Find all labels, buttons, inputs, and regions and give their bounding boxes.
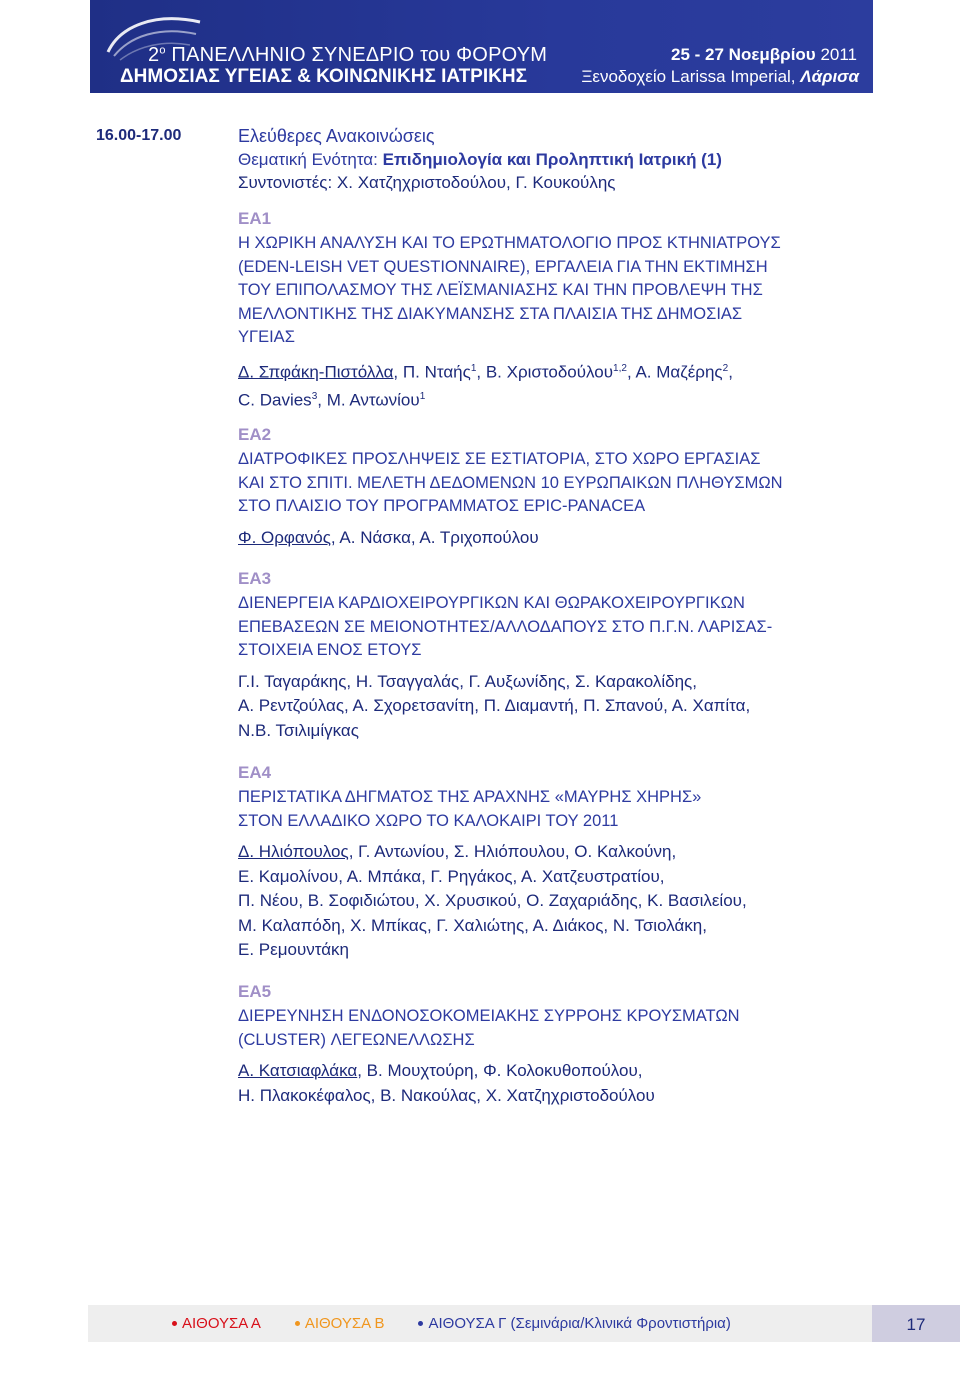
abstract-title-line: ΤΟΥ ΕΠΙΠΟΛΑΣΜΟΥ ΤΗΣ ΛΕΪΣΜΑΝΙΑΣΗΣ ΚΑΙ ΤΗΝ ΠΡΟΒΛΕΨΗ ΤΗΣ xyxy=(238,281,763,299)
abstract-title-line: (EDEN-LEISH VET QUESTIONNAIRE), ΕΡΓΑΛΕΙΑ ΓΙΑ ΤΗΝ ΕΚΤΙΜΗΣΗ xyxy=(238,257,768,276)
abstract-authors xyxy=(238,670,898,744)
abstract-title-line: ΜΕΛΛΟΝΤΙΚΗΣ ΤΗΣ ΔΙΑΚΥΜΑΝΣΗΣ ΣΤΑ ΠΛΑΙΣΙΑ ΤΗΣ ΔΗΜΟΣΙΑΣ xyxy=(238,304,743,323)
abstract-item xyxy=(238,981,898,1108)
affiliation-sup: 1 xyxy=(419,390,426,402)
abstract-title-line: ΣΤΟΙΧΕΙΑ ΕΝΟΣ ΕΤΟΥΣ xyxy=(238,641,422,659)
author-text: Η. Πλακοκέφαλος, Β. Νακούλας, Χ. Χατζηχριστοδούλου xyxy=(238,1085,655,1105)
abstract-item xyxy=(238,568,898,743)
bullet-icon xyxy=(418,1321,423,1326)
abstract-title-line: ΠΕΡΙΣΤΑΤΙΚΑ ΔΗΓΜΑΤΟΣ ΤΗΣ ΑΡΑΧΝΗΣ «ΜΑΥΡΗΣ ΧΗΡΗΣ» xyxy=(238,788,702,806)
abstract-title-line: ΔΙΕΝΕΡΓΕΙΑ ΚΑΡΔΙΟΧΕΙΡΟΥΡΓΙΚΩΝ ΚΑΙ ΘΩΡΑΚΟΧΕΙΡΟΥΡΓΙΚΩΝ xyxy=(238,594,745,612)
authors-line xyxy=(238,385,898,413)
author-text: , Α. Μαζέρης xyxy=(626,362,723,382)
room-legend xyxy=(172,1315,765,1332)
abstract-title-line: ΥΓΕΙΑΣ xyxy=(238,328,295,346)
authors-line xyxy=(238,694,898,719)
authors-line xyxy=(238,1084,898,1109)
authors-line xyxy=(238,526,898,551)
conference-banner xyxy=(90,0,873,93)
abstract-code: ΕΑ3 xyxy=(238,569,272,588)
abstract-title xyxy=(238,1005,898,1052)
authors-line xyxy=(238,719,898,744)
abstract-title xyxy=(238,448,898,519)
abstract-authors xyxy=(238,357,898,413)
banner-line-1: $2^o$ ΠΑΝΕΛΛΗΝΙΟ ΣΥΝΕΔΡΙΟ του ΦΟΡΟΥΜ xyxy=(148,44,548,66)
abstract-authors xyxy=(238,1059,898,1108)
author-text: Ν.Β. Τσιλιμίγκας xyxy=(238,720,359,740)
authors-line xyxy=(238,889,898,914)
abstract-title-line: ΣΤΟ ΠΛΑΙΣΙΟ ΤΟΥ ΠΡΟΓΡΑΜΜΑΤΟΣ EPIC-PANACEA xyxy=(238,497,646,515)
abstract-item xyxy=(238,424,898,550)
authors-line xyxy=(238,357,898,385)
room-label: ΑΙΘΟΥΣΑ Α xyxy=(182,1315,261,1332)
abstract-title-line: ΔΙΑΤΡΟΦΙΚΕΣ ΠΡΟΣΛΗΨΕΙΣ ΣΕ ΕΣΤΙΑΤΟΡΙΑ, ΣΤΟ ΧΩΡΟ ΕΡΓΑΣΙΑΣ xyxy=(238,450,761,468)
presenting-author: Φ. Ορφανός xyxy=(238,527,331,547)
author-text: Π. Νέου, Β. Σοφιδιώτου, Χ. Χρυσικού, Ο. Ζαχαριάδης, Κ. Βασιλείου, xyxy=(238,891,747,910)
abstract-item xyxy=(238,208,898,413)
presenting-author: Α. Κατσιαφλάκα xyxy=(238,1061,358,1080)
author-text: C. Davies xyxy=(238,390,312,410)
page-number: 17 xyxy=(872,1305,960,1342)
authors-line xyxy=(238,865,898,890)
abstract-title-line: ΕΠΕΒΑΣΕΩΝ ΣΕ ΜΕΙΟΝΟΤΗΤΕΣ/ΑΛΛΟΔΑΠΟΥΣ ΣΤΟ Π.Γ.Ν. ΛΑΡΙΣΑΣ- xyxy=(238,617,773,636)
page-footer xyxy=(88,1305,960,1342)
authors-line xyxy=(238,670,898,695)
room-legend-item xyxy=(295,1315,385,1332)
author-text: , Β. Μουχτούρη, Φ. Κολοκυθοπούλου, xyxy=(357,1061,643,1080)
abstract-code: ΕΑ1 xyxy=(238,209,272,228)
abstract-code: ΕΑ5 xyxy=(238,982,272,1001)
author-text: Ε. Ρεμουντάκη xyxy=(238,940,350,959)
room-label: ΑΙΘΟΥΣΑ Β xyxy=(304,1315,385,1332)
abstract-title-line: ΚΑΙ ΣΤΟ ΣΠΙΤΙ. ΜΕΛΕΤΗ ΔΕΔΟΜΕΝΩΝ 10 ΕΥΡΩΠΑΙΚΩΝ ΠΛΗΘΥΣΜΩΝ xyxy=(238,473,783,492)
conference-venue: Ξενοδοχείο Larissa Imperial, Λάρισα xyxy=(581,67,859,86)
affiliation-sup: 1 xyxy=(470,362,477,374)
abstract-code: ΕΑ4 xyxy=(238,763,272,782)
session-time: 16.00-17.00 xyxy=(96,127,182,144)
session-header xyxy=(238,125,898,194)
author-text: , Π. Νταής xyxy=(393,362,471,382)
room-legend-item xyxy=(172,1315,261,1332)
abstract-authors xyxy=(238,840,898,963)
bullet-icon xyxy=(172,1321,177,1326)
session-unit: Θεματική Ενότητα: Επιδημιολογία και Προληπτική Ιατρική (1) xyxy=(238,150,722,169)
bullet-icon xyxy=(295,1321,300,1326)
author-text: , xyxy=(728,362,733,382)
abstract-title-line: ΣΤΟΝ ΕΛΛΑΔΙΚΟ ΧΩΡΟ ΤΟ ΚΑΛΟΚΑΙΡΙ ΤΟΥ 2011 xyxy=(238,811,619,830)
authors-line xyxy=(238,914,898,939)
affiliation-sup: 1,2 xyxy=(613,362,627,374)
author-text: , Β. Χριστοδούλου xyxy=(476,362,614,382)
room-label: ΑΙΘΟΥΣΑ Γ (Σεμινάρια/Κλινικά Φροντιστήρια) xyxy=(428,1315,731,1332)
authors-line xyxy=(238,1059,898,1084)
session-title: Ελεύθερες Ανακοινώσεις xyxy=(238,126,435,146)
banner-line-2: ΔΗΜΟΣΙΑΣ ΥΓΕΙΑΣ & ΚΟΙΝΩΝΙΚΗΣ ΙΑΤΡΙΚΗΣ xyxy=(120,66,527,87)
room-legend-item xyxy=(418,1315,730,1332)
affiliation-sup: 2 xyxy=(722,362,729,374)
author-text: Γ.Ι. Ταγαράκης, Η. Τσαγγαλάς, Γ. Αυξωνίδης, Σ. Καρακολίδης, xyxy=(238,671,697,691)
presenting-author: Δ. Ηλιόπουλος xyxy=(238,842,349,861)
conference-dates: 25 - 27 Νοεμβρίου 2011 xyxy=(671,45,857,64)
author-text: , Γ. Αντωνίου, Σ. Ηλιόπουλου, Ο. Καλκούνη, xyxy=(348,842,677,861)
author-text: , Α. Νάσκα, Α. Τριχοπούλου xyxy=(330,527,539,547)
presenting-author: Δ. Σπφάκη-Πιστόλλα xyxy=(238,362,394,382)
authors-line xyxy=(238,840,898,865)
abstract-title-line: (CLUSTER) ΛΕΓΕΩΝΕΛΛΩΣΗΣ xyxy=(238,1030,475,1049)
authors-line xyxy=(238,938,898,963)
abstract-title-line: Η ΧΩΡΙΚΗ ΑΝΑΛΥΣΗ ΚΑΙ ΤΟ ΕΡΩΤΗΜΑΤΟΛΟΓΙΟ ΠΡΟΣ ΚΤΗΝΙΑΤΡΟΥΣ xyxy=(238,234,781,252)
author-text: Μ. Καλαπόδη, Χ. Μπίκας, Γ. Χαλιώτης, Α. Διάκος, Ν. Τσιολάκη, xyxy=(238,915,707,935)
author-text: Α. Ρεντζούλας, Α. Σχορετσανίτη, Π. Διαμαντή, Π. Σπανού, Α. Χαπίτα, xyxy=(238,696,751,715)
abstract-title xyxy=(238,232,898,350)
abstract-title xyxy=(238,592,898,663)
abstract-item xyxy=(238,762,898,963)
abstract-title xyxy=(238,786,898,833)
abstract-code: ΕΑ2 xyxy=(238,425,272,444)
author-text: Ε. Καμολίνου, Α. Μπάκα, Γ. Ρηγάκος, Α. Χατζευστρατίου, xyxy=(238,866,665,886)
abstract-authors xyxy=(238,526,898,551)
affiliation-sup: 3 xyxy=(311,390,318,402)
author-text: , Μ. Αντωνίου xyxy=(317,390,420,410)
abstract-title-line: ΔΙΕΡΕΥΝΗΣΗ ΕΝΔΟΝΟΣΟΚΟΜΕΙΑΚΗΣ ΣΥΡΡΟΗΣ ΚΡΟΥΣΜΑΤΩΝ xyxy=(238,1007,740,1025)
session-coordinators: Συντονιστές: Χ. Χατζηχριστοδούλου, Γ. Κουκούλης xyxy=(238,173,616,192)
